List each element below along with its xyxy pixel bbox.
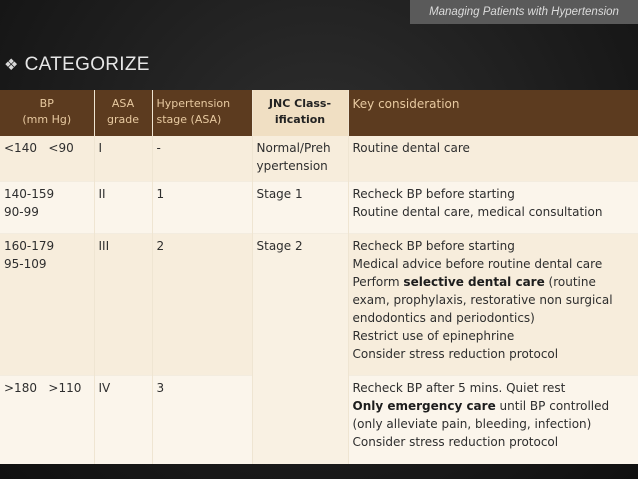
cell-text: Recheck BP after 5 mins. Quiet rest	[352, 380, 566, 395]
cell-text	[353, 397, 634, 415]
cell-text: IV	[98, 380, 111, 395]
cell-text: Consider stress reduction protocol	[352, 346, 559, 361]
cell-text: 140-159	[4, 186, 55, 201]
cell-text: 1	[156, 186, 165, 201]
slide-title-bar	[410, 0, 638, 24]
cell-key	[348, 375, 638, 464]
diamond-bullet-icon: ❖	[4, 57, 19, 74]
table-row	[0, 136, 638, 181]
slide-title: Managing Patients with Hypertension	[429, 6, 619, 18]
cell-stage	[152, 136, 252, 181]
cell-key	[348, 233, 638, 375]
table-row	[0, 181, 638, 233]
text-run: (routine	[544, 274, 596, 289]
cell-text: ypertension	[256, 159, 328, 173]
text-run: until BP controlled	[495, 398, 610, 413]
cell-stage	[152, 181, 252, 233]
header-bp-line2: (mm Hg)	[22, 113, 72, 126]
cell-text: 160-179	[4, 238, 55, 253]
cell-bp	[0, 375, 94, 464]
header-stage	[152, 90, 252, 136]
cell-text: (only alleviate pain, bleeding, infection)	[352, 416, 592, 431]
cell-asa	[94, 233, 152, 375]
cell-text: Recheck BP before starting	[352, 238, 515, 253]
cell-text: exam, prophylaxis, restorative non surgical	[352, 292, 613, 307]
cell-key	[348, 136, 638, 181]
cell-text: 2	[156, 238, 165, 253]
cell-text: II	[98, 186, 106, 201]
header-bp-line1: BP	[39, 97, 54, 110]
heading-text: CATEGORIZE	[24, 54, 150, 75]
section-heading	[4, 54, 150, 76]
cell-text: Normal/Preh	[256, 141, 331, 155]
cell-text: I	[98, 141, 103, 155]
header-asa-line1: ASA	[111, 97, 135, 110]
header-jnc-line1: JNC Class-	[268, 97, 332, 110]
cell-asa	[94, 181, 152, 233]
header-stage-line1: Hypertension	[156, 97, 231, 110]
cell-text: Restrict use of epinephrine	[352, 328, 515, 343]
cell-stage	[152, 375, 252, 464]
cell-text: Routine dental care	[352, 141, 470, 155]
cell-text: Medical advice before routine dental care	[352, 256, 603, 271]
cell-text: endodontics and periodontics)	[352, 310, 535, 325]
table-row	[0, 233, 638, 375]
cell-text: 3	[156, 380, 165, 395]
cell-text: 95-109	[4, 256, 47, 271]
bold-text-run: selective dental care	[403, 274, 545, 289]
cell-text: Routine dental care, medical consultation	[352, 204, 603, 219]
text-run: Perform	[352, 274, 404, 289]
header-key-text: Key consideration	[352, 97, 460, 111]
cell-text	[353, 273, 634, 291]
cell-jnc	[252, 136, 348, 181]
cell-stage	[152, 233, 252, 375]
cell-asa	[94, 136, 152, 181]
header-stage-line2: stage (ASA)	[156, 113, 222, 126]
cell-text: III	[98, 238, 110, 253]
cell-text: Stage 2	[256, 238, 303, 253]
cell-asa	[94, 375, 152, 464]
header-jnc	[252, 90, 348, 136]
cell-text: >180 >110	[4, 380, 82, 395]
cell-text: Consider stress reduction protocol	[352, 434, 559, 449]
cell-bp	[0, 233, 94, 375]
header-asa-line2: grade	[107, 113, 139, 126]
header-bp	[0, 90, 94, 136]
hypertension-table	[0, 90, 638, 464]
cell-text: -	[156, 141, 161, 155]
cell-jnc	[252, 181, 348, 233]
table-header-row	[0, 90, 638, 136]
header-jnc-line2: ification	[274, 113, 326, 126]
cell-bp	[0, 181, 94, 233]
cell-jnc	[252, 233, 348, 464]
cell-text: 90-99	[4, 204, 39, 219]
cell-key	[348, 181, 638, 233]
cell-text: Stage 1	[256, 186, 303, 201]
bold-text-run: Only emergency care	[352, 398, 496, 413]
header-key	[348, 90, 638, 136]
cell-text: Recheck BP before starting	[352, 186, 515, 201]
header-asa	[94, 90, 152, 136]
cell-bp	[0, 136, 94, 181]
cell-text: <140 <90	[4, 141, 74, 155]
